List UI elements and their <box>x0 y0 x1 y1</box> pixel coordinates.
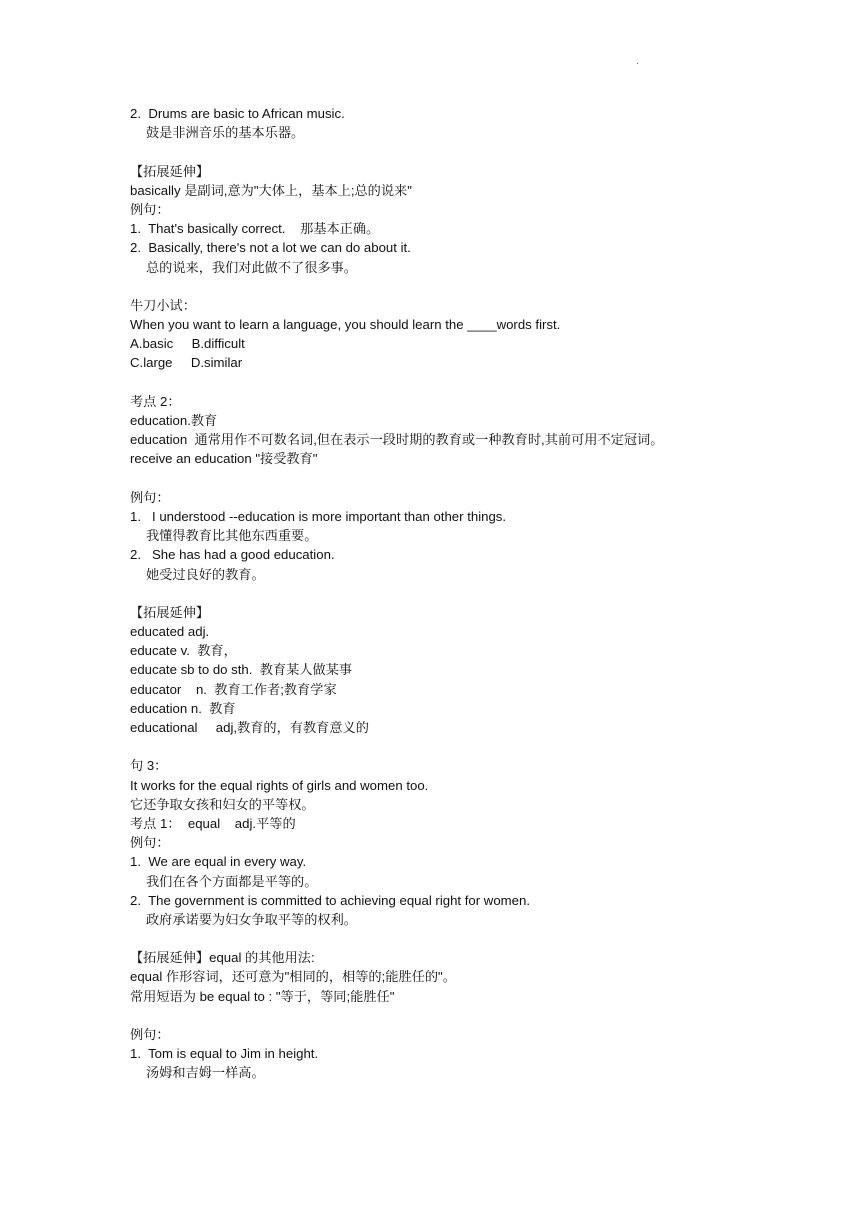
text-line: 考点 2： <box>130 393 181 409</box>
blank-line <box>130 373 830 392</box>
text-line: 我懂得教育比其他东西重要。 <box>146 528 318 544</box>
text-line: 【拓展延伸】 <box>130 163 210 179</box>
text-line: educational adj,教育的，有教育意义的 <box>130 720 369 735</box>
text-line: education n. 教育 <box>130 700 236 716</box>
text-line: It works for the equal rights of girls and women too. <box>130 777 429 793</box>
blank-line <box>130 469 830 488</box>
text-line: 1. We are equal in every way. <box>130 854 307 870</box>
blank-line <box>130 1006 830 1025</box>
text-line: When you want to learn a language, you should learn the ____words first. <box>130 317 561 333</box>
text-line: 考点 1： equal adj.平等的 <box>130 815 296 831</box>
text-line: 例句： <box>130 835 170 851</box>
blank-line <box>130 277 830 296</box>
text-line: 牛刀小试： <box>130 297 196 313</box>
text-line: 1. That's basically correct. 那基本正确。 <box>130 221 380 237</box>
text-line: educated adj. <box>130 624 210 640</box>
text-line: 我们在各个方面都是平等的。 <box>146 873 318 889</box>
text-line: 常用短语为 be equal to : "等于，等同;能胜任" <box>130 988 395 1004</box>
text-line: 鼓是非洲音乐的基本乐器。 <box>146 125 305 141</box>
text-line: 例句： <box>130 201 170 217</box>
text-line: 2. Drums are basic to African music. <box>130 106 345 121</box>
text-line: education 通常用作不可数名词,但在表示一段时期的教育或一种教育时,其前可用不定冠词。 <box>130 432 664 448</box>
text-line: 【拓展延伸】equal 的其他用法: <box>130 950 315 966</box>
text-line: 1. I understood --education is more important than other things. <box>130 508 507 524</box>
text-line: education.教育 <box>130 413 218 428</box>
text-line: 例句： <box>130 1027 170 1042</box>
document-body <box>130 104 830 1083</box>
blank-line <box>130 737 830 756</box>
text-line: 2. Basically, there's not a lot we can do about it. <box>130 240 411 256</box>
text-line: 2. She has had a good education. <box>130 547 335 563</box>
blank-line <box>130 584 830 603</box>
text-line: 汤姆和吉姆一样高。 <box>146 1065 265 1081</box>
text-line: 1. Tom is equal to Jim in height. <box>130 1046 319 1062</box>
text-line: 句 3： <box>130 758 168 774</box>
text-line: 她受过良好的教育。 <box>146 566 265 582</box>
text-line: 2. The government is committed to achieving equal right for women. <box>130 892 530 908</box>
text-line: educator n. 教育工作者;教育学家 <box>130 681 337 697</box>
text-line: A.basic B.difficult <box>130 336 245 352</box>
text-line: 它还争取女孩和妇女的平等权。 <box>130 796 315 812</box>
text-line: 总的说来，我们对此做不了很多事。 <box>146 259 357 275</box>
text-line: 政府承诺要为妇女争取平等的权利。 <box>146 911 357 927</box>
text-line: C.large D.similar <box>130 355 243 371</box>
text-line: 例句： <box>130 489 170 505</box>
header-mark: . <box>636 56 639 67</box>
text-line: basically 是副词,意为"大体上，基本上;总的说来" <box>130 182 412 198</box>
text-line: educate sb to do sth. 教育某人做某事 <box>130 662 353 678</box>
blank-line <box>130 929 830 948</box>
text-line: 【拓展延伸】 <box>130 604 210 620</box>
text-line: equal 作形容词，还可意为"相同的，相等的;能胜任的"。 <box>130 969 456 985</box>
blank-line <box>130 142 830 161</box>
text-line: receive an education "接受教育" <box>130 451 318 467</box>
text-line: educate v. 教育， <box>130 643 237 659</box>
